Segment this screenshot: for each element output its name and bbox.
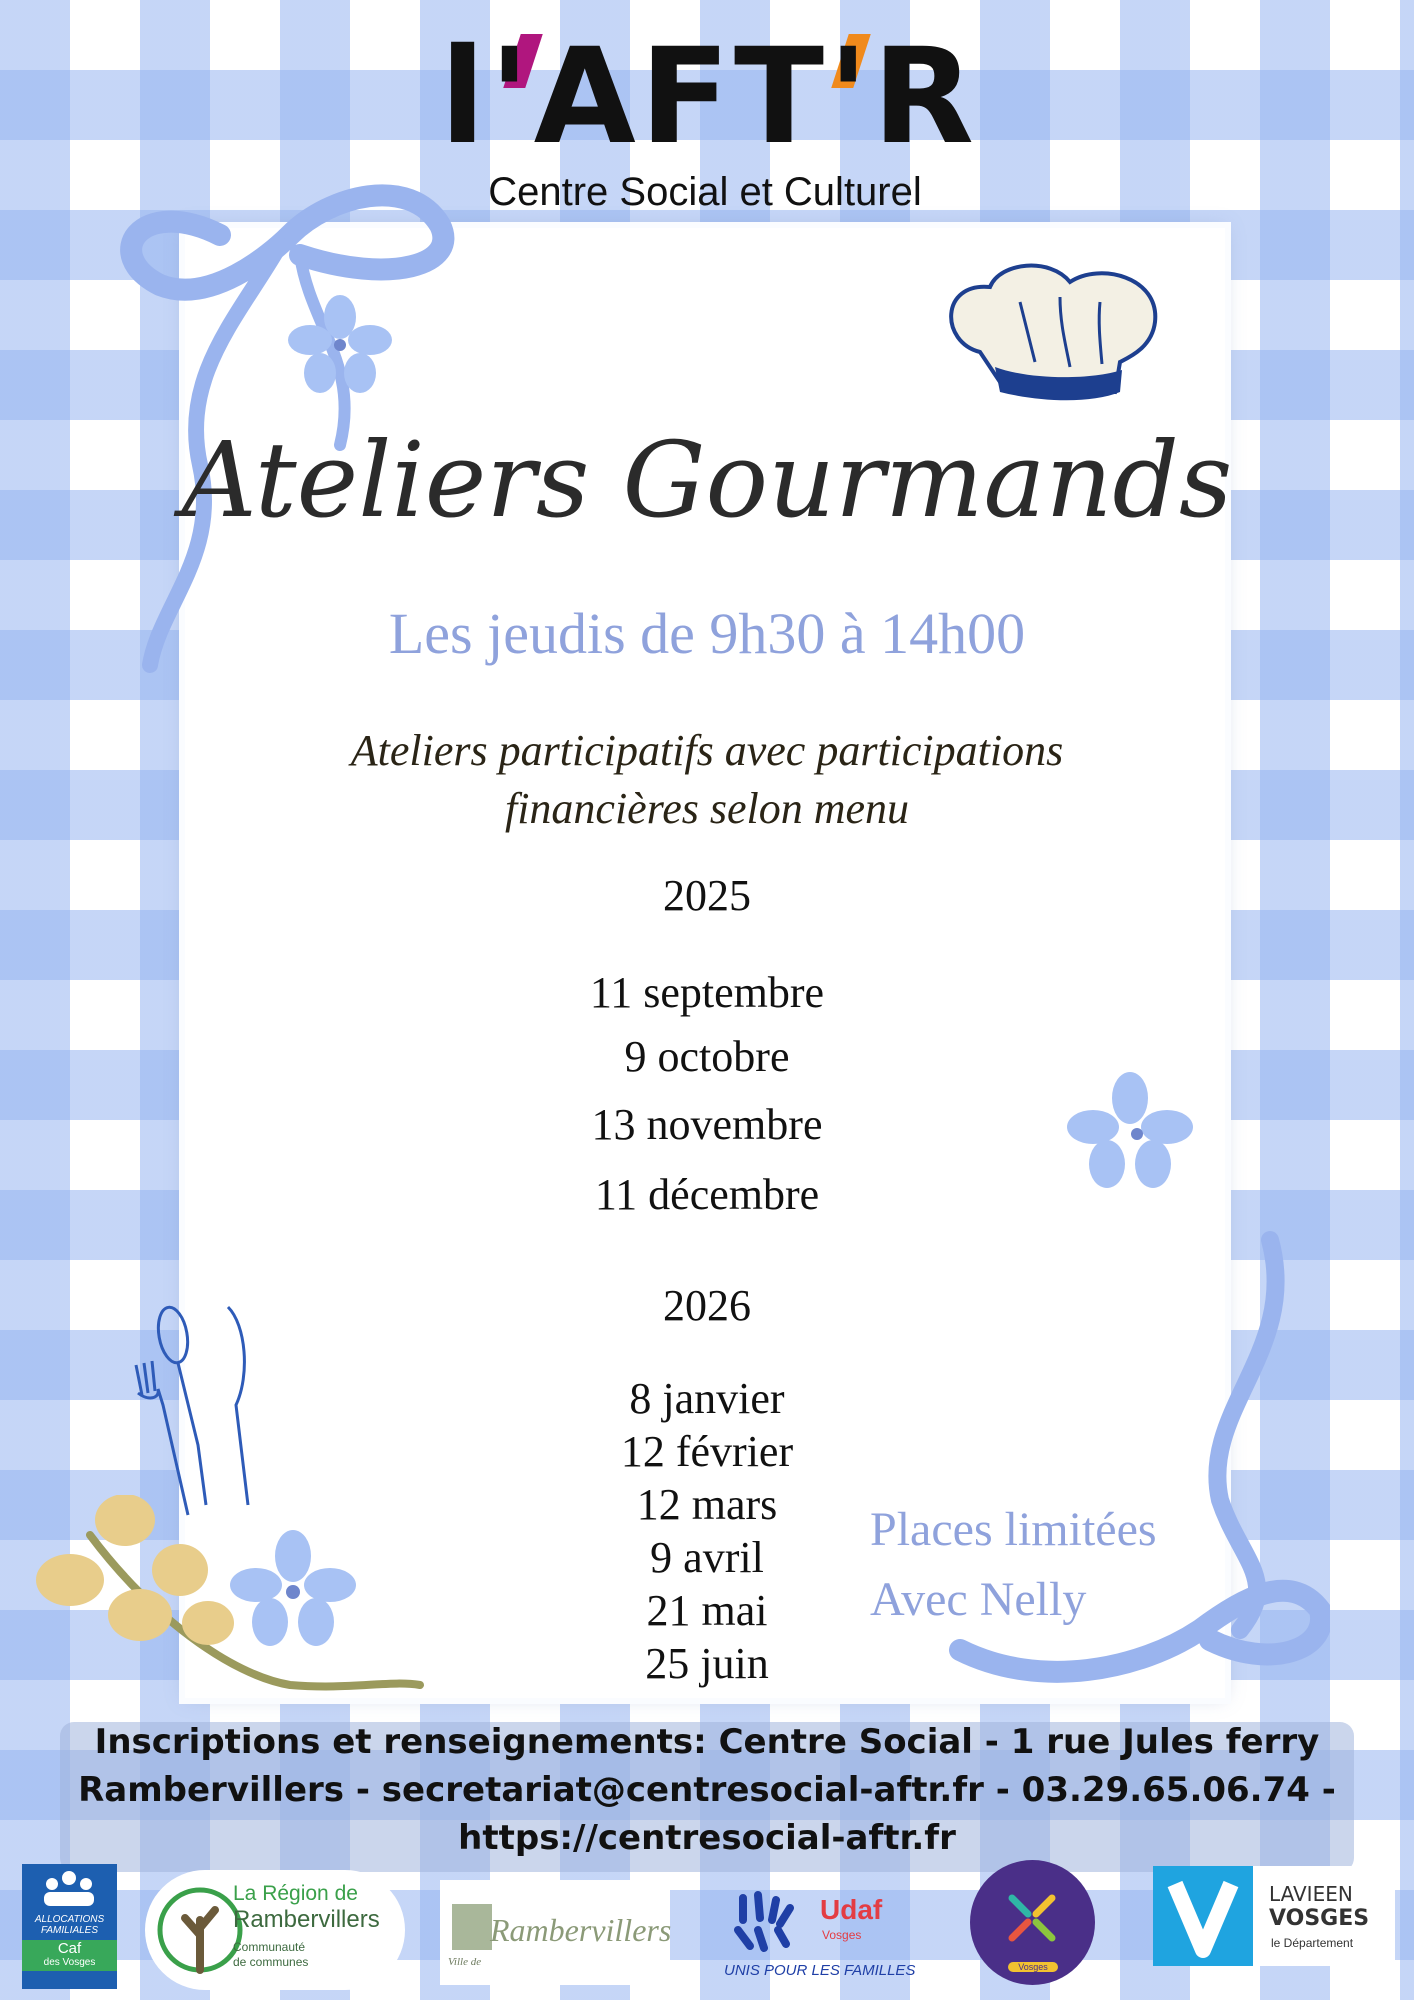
region-line: de communes [233,1955,309,1969]
date-item: 21 mai [646,1586,768,1635]
dates-2025-list [450,962,964,1230]
date-item: 13 novembre [591,1100,823,1149]
contact-info [40,1718,1374,1862]
flower-icon [1065,1072,1195,1192]
udaf-logo [718,1880,923,1990]
places-limited: Places limitées [870,1503,1157,1556]
udaf-tagline: UNIS POUR LES FAMILLES [724,1962,916,1979]
region-line: Rambervillers [233,1906,380,1933]
info-line: Rambervillers - secretariat@centresocial-aftr.fr - 03.29.65.06.74 - [78,1770,1336,1810]
vosges-logo [1153,1866,1395,1966]
caf-dept: des Vosges [22,1957,117,1971]
info-line: Inscriptions et renseignements: Centre Social - 1 rue Jules ferry [94,1722,1320,1762]
cfppa-label: Vosges [1008,1962,1058,1972]
date-item: 11 décembre [594,1170,820,1219]
description-line: Ateliers participatifs avec participations [350,726,1064,775]
chef-hat-icon [940,262,1170,412]
date-item: 11 septembre [589,968,825,1017]
caf-name: Caf [22,1940,117,1957]
ville-name: Rambervillers [490,1912,672,1948]
caf-line: FAMILIALES [40,1925,99,1936]
logo-wordmark: l'AFT'R [440,20,979,174]
flower-icon [285,295,395,395]
date-item: 12 mars [636,1480,778,1529]
places-note [870,1495,1230,1635]
schedule-text: Les jeudis de 9h30 à 14h00 [388,601,1026,666]
vosges-line: VOSGES [1269,1906,1370,1931]
date-item: 8 janvier [629,1374,785,1423]
date-item: 9 avril [650,1533,764,1582]
info-line: https://centresocial-aftr.fr [458,1818,956,1858]
description-line: financières selon menu [504,784,910,833]
places-host: Avec Nelly [870,1573,1087,1626]
branch-icon [30,1495,430,1705]
vosges-v-icon [1153,1866,1253,1966]
cutlery-icon [128,1305,278,1525]
logo-subtitle: Centre Social et Culturel [488,170,922,214]
cfppa-logo [970,1860,1095,1985]
ville-logo [440,1880,670,1985]
caf-logo [22,1864,117,1989]
year-heading: 2026 [663,1281,751,1330]
vosges-line: le Département [1271,1936,1354,1950]
aftr-logo [440,20,979,214]
date-item: 12 février [620,1427,794,1476]
workshop-description [200,722,1214,838]
caf-family-icon [22,1864,117,1914]
page-title: Ateliers Gourmands [181,419,1233,541]
udaf-symbol-icon [728,1890,808,1955]
date-item: 9 octobre [624,1032,790,1081]
ville-prefix: Ville de [448,1956,482,1968]
year-heading: 2025 [663,871,751,920]
region-logo [145,1870,405,1990]
region-line: Communauté [233,1940,306,1954]
partner-logos [0,1860,1414,2000]
caf-line: ALLOCATIONS [34,1914,105,1925]
tree-icon [155,1880,245,1980]
udaf-sub: Vosges [822,1928,862,1942]
region-line: La Région de [233,1882,358,1905]
udaf-name: Udaf [820,1894,883,1925]
date-item: 25 juin [645,1639,769,1688]
cfppa-symbol-icon [1002,1888,1062,1948]
building-icon [452,1904,492,1950]
vosges-line: LAVIEEN [1269,1882,1353,1906]
